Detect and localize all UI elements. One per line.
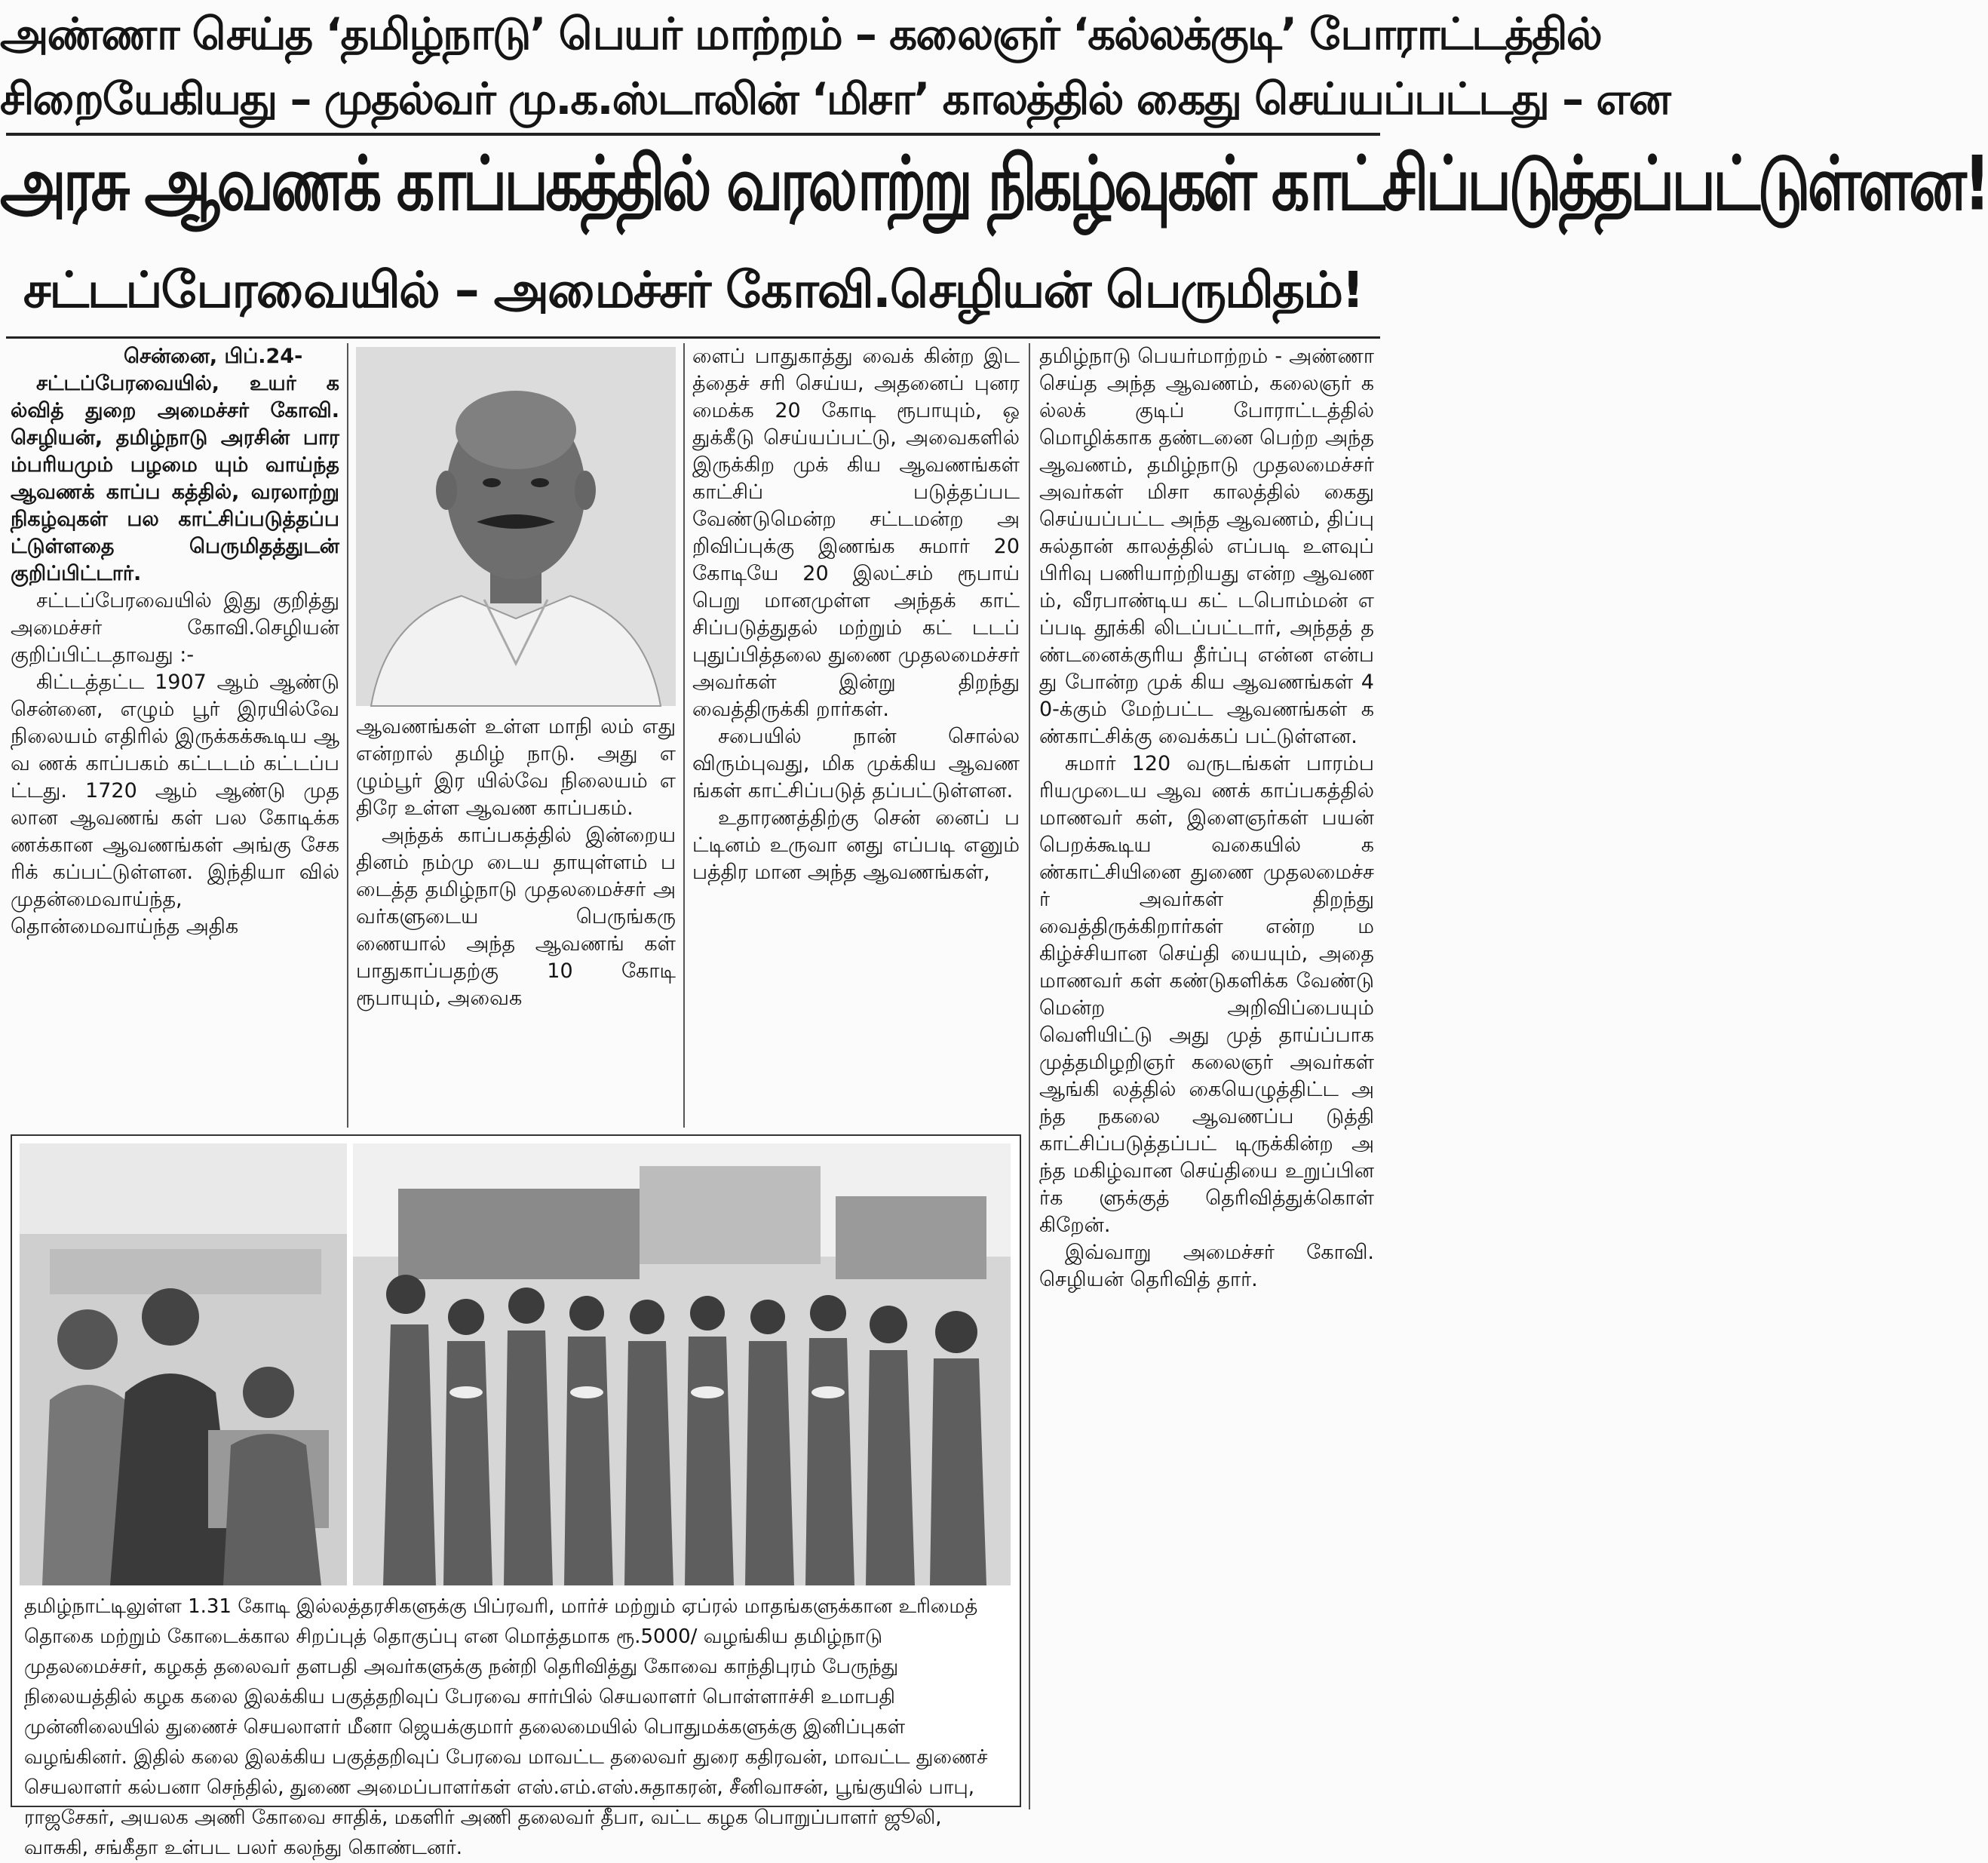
kicker-line-2: சிறையேகியது – முதல்வர் மு.க.ஸ்டாலின் ‘மிசா’ காலத்தில் கைது செய்யப்பட்டது – என <box>0 73 1670 124</box>
photo-news-box <box>11 1134 1021 1859</box>
photo-caption <box>24 1591 1009 1863</box>
kicker-line-1: அண்ணா செய்த ‘தமிழ்நாடு’ பெயர் மாற்றம் – கலைஞர் ‘கல்லக்குடி’ போராட்டத்தில் <box>0 8 1601 60</box>
body-paragraph: இவ்வாறு அமைச்சர் கோவி.செழியன் தெரிவித் தார். <box>1039 1241 1374 1291</box>
dateline: சென்னை, பிப்.24- <box>124 345 303 368</box>
column-rule <box>347 343 348 1128</box>
body-paragraph: சபையில் நான் சொல்ல விரும்புவது, மிக முக்கிய ஆவணங்கள் காட்சிப்படுத் தப்பட்டுள்ளன. <box>692 725 1020 803</box>
body-paragraph: அந்தக் காப்பகத்தில் இன்றையதினம் நம்மு டைய தாயுள்ளம் படைத்த தமிழ்நாடு முதலமைச்சர் அவர்களுடைய பெருங்கரு ணையால் அந்த ஆவணங் கள் பாதுகாப்பதற்கு 10 கோடி ரூபாயும், அவைக <box>356 824 676 1010</box>
headline: அரசு ஆவணக் காப்பகத்தில் வரலாற்று நிகழ்வுகள் காட்சிப்படுத்தப்பட்டுள்ளன! <box>0 140 1988 227</box>
article-column-2 <box>356 714 676 1012</box>
article-column-3 <box>692 343 1020 886</box>
article-column-1 <box>11 343 339 941</box>
body-paragraph: ளைப் பாதுகாத்து வைக் கின்ற இடத்தைச் சரி செய்ய, அதனைப் புனர மைக்க 20 கோடி ரூபாயும், ஒதுக்கீடு செய்யப்பட்டு, அவைகளில் இருக்கிற முக் கிய ஆவணங்கள் காட்சிப் படுத்தப்பட வேண்டுமென்ற சட்டமன்ற அறிவிப்புக்கு இணங்க சுமார் 20 கோடியே 20 இலட்சம் ரூபாய் பெறு மானமுள்ள அந்தக் காட் சிப்படுத்துதல் மற்றும் கட் டடப் புதுப்பித்தலை துணை முதலமைச்சர் அவர்கள் இன்று திறந்து வைத்திருக்கி றார்கள். <box>692 345 1020 721</box>
minister-portrait-photo <box>356 347 676 706</box>
photo-caption-text: தமிழ்நாட்டிலுள்ள 1.31 கோடி இல்லத்தரசிகளுக்கு பிப்ரவரி, மார்ச் மற்றும் ஏப்ரல் மாதங்களுக்கான உரிமைத் தொகை மற்றும் கோடைக்கால சிறப்புத் தொகுப்பு என மொத்தமாக ரூ.5000/ வழங்கிய தமிழ்நாடு முதலமைச்சர், கழகத் தலைவர் தளபதி அவர்களுக்கு நன்றி தெரிவித்து கோவை காந்திபுரம் பேருந்து நிலையத்தில் கழக கலை இலக்கிய பகுத்தறிவுப் பேரவை சார்பில் செயலாளர் பொள்ளாச்சி உமாபதி முன்னிலையில் துணைச் செயலாளர் மீனா ஜெயக்குமார் தலைமையில் பொதுமக்களுக்கு இனிப்புகள் வழங்கினர். இதில் கலை இலக்கிய பகுத்தறிவுப் பேரவை மாவட்ட தலைவர் துரை கதிரவன், மாவட்ட துணைச் செயலாளர் கல்பனா செந்தில், துணை அமைப்பாளர்கள் எஸ்.எம்.எஸ்.சுதாகரன், சீனிவாசன், பூங்குயில் பாபு, ராஜசேகர், அயலக அணி கோவை சாதிக், மகளிர் அணி தலைவர் தீபா, வட்ட கழக பொறுப்பாளர் ஜூலி, வாசுகி, சங்கீதா உள்பட பலர் கலந்து கொண்டனர். <box>24 1595 988 1859</box>
headline-rule <box>6 133 1380 136</box>
subheadline-rule <box>6 336 1380 339</box>
column-rule <box>1029 343 1030 1809</box>
body-paragraph: சட்டப்பேரவையில் இது குறித்து அமைச்சர் கோவி.செழியன் குறிப்பிட்டதாவது :- <box>11 589 339 667</box>
body-paragraph: சுமார் 120 வருடங்கள் பாரம்பரியமுடைய ஆவ ணக் காப்பகத்தில் மாணவர் கள், இளைஞர்கள் பயன் பெறக்கூடிய வகையில் கண்காட்சியினை துணை முதலமைச்சர் அவர்கள் திறந்து வைத்திருக்கிறார்கள் என்ற மகிழ்ச்சியான செய்தி யையும், அதை மாணவர் கள் கண்டுகளிக்க வேண்டு மென்ற அறிவிப்பையும் வெளியிட்டு அது முத் தாய்ப்பாக முத்தமிழறிஞர் கலைஞர் அவர்கள் ஆங்கி லத்தில் கையெழுத்திட்ட அந்த நகலை ஆவணப்ப டுத்தி காட்சிப்படுத்தப்பட் டிருக்கின்ற அந்த மகிழ்வான செய்தியை உறுப்பினர்க ளுக்குத் தெரிவித்துக்கொள் கிறேன். <box>1039 752 1374 1237</box>
column-rule <box>683 343 685 1128</box>
body-paragraph: கிட்டத்தட்ட 1907 ஆம் ஆண்டு சென்னை, எழும் பூர் இரயில்வே நிலையம் எதிரில் இருக்கக்கூடிய ஆவ ணக் காப்பகம் கட்டடம் கட்டப்பட்டது. 1720 ஆம் ஆண்டு முதலான ஆவணங் கள் பல கோடிக்கணக்கான ஆவணங்கள் அங்கு சேகரிக் கப்பட்டுள்ளன. இந்தியா வில் முதன்மைவாய்ந்த, தொன்மைவாய்ந்த அதிக <box>11 671 339 938</box>
body-paragraph: ஆவணங்கள் உள்ள மாநி லம் எது என்றால் தமிழ் நாடு. அது எழும்பூர் இர யில்வே நிலையம் எதிரே உள்ள ஆவண காப்பகம். <box>356 715 676 820</box>
body-paragraph: தமிழ்நாடு பெயர்மாற்றம் - அண்ணா செய்த அந்த ஆவணம், கலைஞர் கல்லக் குடிப் போராட்டத்தில் மொழிக்காக தண்டனை பெற்ற அந்த ஆவணம், தமிழ்நாடு முதலமைச்சர் அவர்கள் மிசா காலத்தில் கைது செய்யப்பட்ட அந்த ஆவணம், திப்பு சுல்தான் காலத்தில் எப்படி உளவுப் பிரிவு பணியாற்றியது என்ற ஆவணம், வீரபாண்டிய கட் டபொம்மன் எப்படி தூக்கி லிடப்பட்டார், அந்தத் தண்டனைக்குரிய தீர்ப்பு என்ன என்பது போன்ற முக் கிய ஆவணங்கள் 40-க்கும் மேற்பட்ட ஆவணங்கள் கண்காட்சிக்கு வைக்கப் பட்டுள்ளன. <box>1039 345 1374 748</box>
sweets-distribution-photo <box>353 1143 1011 1585</box>
bus-distribution-photo <box>20 1143 347 1585</box>
lead-paragraph: சட்டப்பேரவையில், உயர் கல்வித் துறை அமைச்சர் கோவி.செழியன், தமிழ்நாடு அரசின் பாரம்பரியமும் பழமை யும் வாய்ந்த ஆவணக் காப்ப கத்தில், வரலாற்று நிகழ்வுகள் பல காட்சிப்படுத்தப்பட்டுள்ளதை பெருமிதத்துடன் குறிப்பிட்டார். <box>11 372 339 585</box>
subheadline: சட்டப்பேரவையில் – அமைச்சர் கோவி.செழியன் பெருமிதம்! <box>23 261 1364 319</box>
article-column-4 <box>1039 343 1374 1294</box>
body-paragraph: உதாரணத்திற்கு சென் னைப் பட்டினம் உருவா னது எப்படி எனும் பத்திர மான அந்த ஆவணங்கள், <box>692 806 1020 884</box>
